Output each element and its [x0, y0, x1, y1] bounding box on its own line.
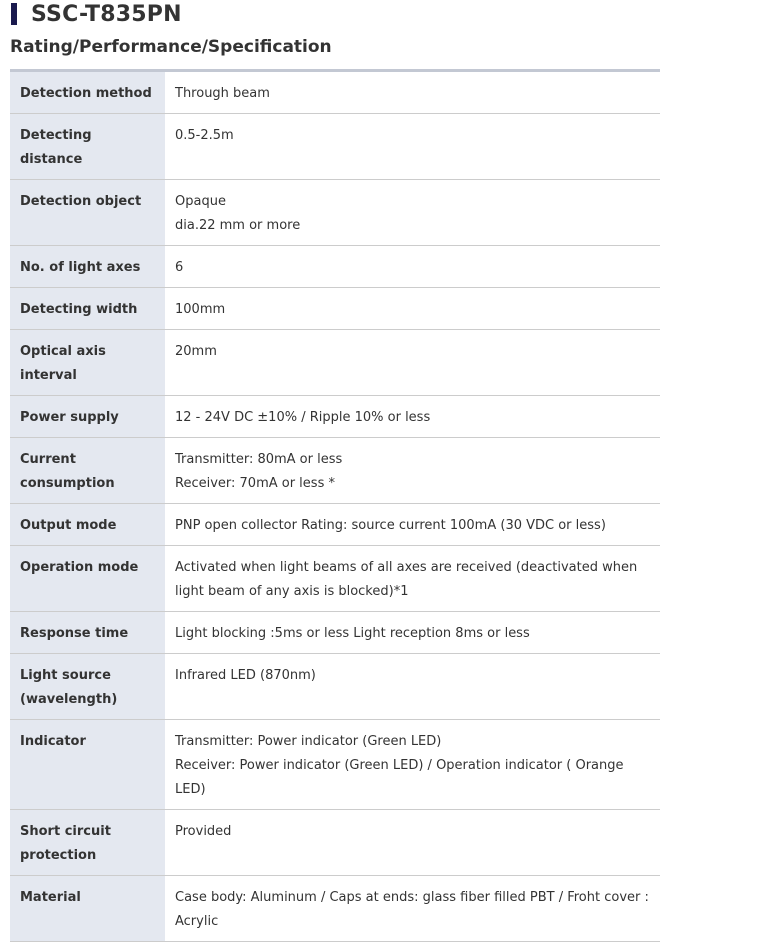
spec-row — [10, 504, 660, 546]
spec-value — [165, 396, 660, 438]
spec-value — [165, 654, 660, 720]
spec-value-line: 6 — [175, 260, 184, 275]
spec-value — [165, 288, 660, 330]
spec-value-line: Transmitter: 80mA or less — [175, 452, 343, 467]
spec-value-line: Case body: Aluminum / Caps at ends: glass fiber filled PBT / Froht cover : Acrylic — [175, 890, 649, 929]
spec-row — [10, 114, 660, 180]
spec-label: Operation mode — [10, 546, 165, 612]
spec-value-line: 100mm — [175, 302, 226, 317]
product-title: SSC-T835PN — [31, 1, 182, 27]
product-header — [11, 0, 182, 28]
spec-value-line: Receiver: 70mA or less * — [175, 476, 335, 491]
spec-value-line: Through beam — [175, 86, 270, 101]
spec-row — [10, 330, 660, 396]
spec-value-line: Activated when light beams of all axes are received (deactivated when light beam of any axis is blocked)*1 — [175, 560, 638, 599]
spec-value — [165, 114, 660, 180]
spec-value-line: Receiver: Power indicator (Green LED) / Operation indicator ( Orange LED) — [175, 758, 624, 797]
spec-value — [165, 180, 660, 246]
spec-value — [165, 876, 660, 942]
spec-row — [10, 612, 660, 654]
spec-value-line: dia.22 mm or more — [175, 218, 301, 233]
spec-value-line: Light blocking :5ms or less Light reception 8ms or less — [175, 626, 530, 641]
spec-label: Output mode — [10, 504, 165, 546]
spec-value — [165, 504, 660, 546]
spec-value — [165, 438, 660, 504]
spec-label: Indicator — [10, 720, 165, 810]
spec-row — [10, 654, 660, 720]
spec-label: Optical axis interval — [10, 330, 165, 396]
title-accent-bar — [11, 3, 17, 25]
spec-value — [165, 720, 660, 810]
spec-table-body — [10, 71, 660, 942]
spec-row — [10, 180, 660, 246]
spec-value-line: 20mm — [175, 344, 217, 359]
spec-label: Detection method — [10, 71, 165, 114]
spec-row — [10, 71, 660, 114]
spec-row — [10, 288, 660, 330]
spec-label: Power supply — [10, 396, 165, 438]
spec-row — [10, 876, 660, 942]
spec-value-line: Transmitter: Power indicator (Green LED) — [175, 734, 442, 749]
spec-row — [10, 546, 660, 612]
spec-label: No. of light axes — [10, 246, 165, 288]
spec-row — [10, 246, 660, 288]
spec-row — [10, 396, 660, 438]
spec-label: Response time — [10, 612, 165, 654]
spec-value — [165, 612, 660, 654]
spec-label: Detecting distance — [10, 114, 165, 180]
spec-label: Short circuit protection — [10, 810, 165, 876]
spec-label: Light source (wavelength) — [10, 654, 165, 720]
spec-label: Material — [10, 876, 165, 942]
spec-row — [10, 438, 660, 504]
spec-value — [165, 330, 660, 396]
spec-row — [10, 720, 660, 810]
spec-label: Current consumption — [10, 438, 165, 504]
spec-value-line: Opaque — [175, 194, 226, 209]
spec-table — [10, 69, 660, 942]
spec-value-line: PNP open collector Rating: source current 100mA (30 VDC or less) — [175, 518, 606, 533]
section-title: Rating/Performance/Specification — [10, 37, 332, 57]
spec-label: Detection object — [10, 180, 165, 246]
spec-value — [165, 246, 660, 288]
spec-value — [165, 71, 660, 114]
spec-row — [10, 810, 660, 876]
spec-value — [165, 810, 660, 876]
spec-value-line: Infrared LED (870nm) — [175, 668, 316, 683]
spec-value-line: 12 - 24V DC ±10% / Ripple 10% or less — [175, 410, 431, 425]
spec-label: Detecting width — [10, 288, 165, 330]
spec-value-line: Provided — [175, 824, 232, 839]
spec-value — [165, 546, 660, 612]
spec-value-line: 0.5-2.5m — [175, 128, 234, 143]
